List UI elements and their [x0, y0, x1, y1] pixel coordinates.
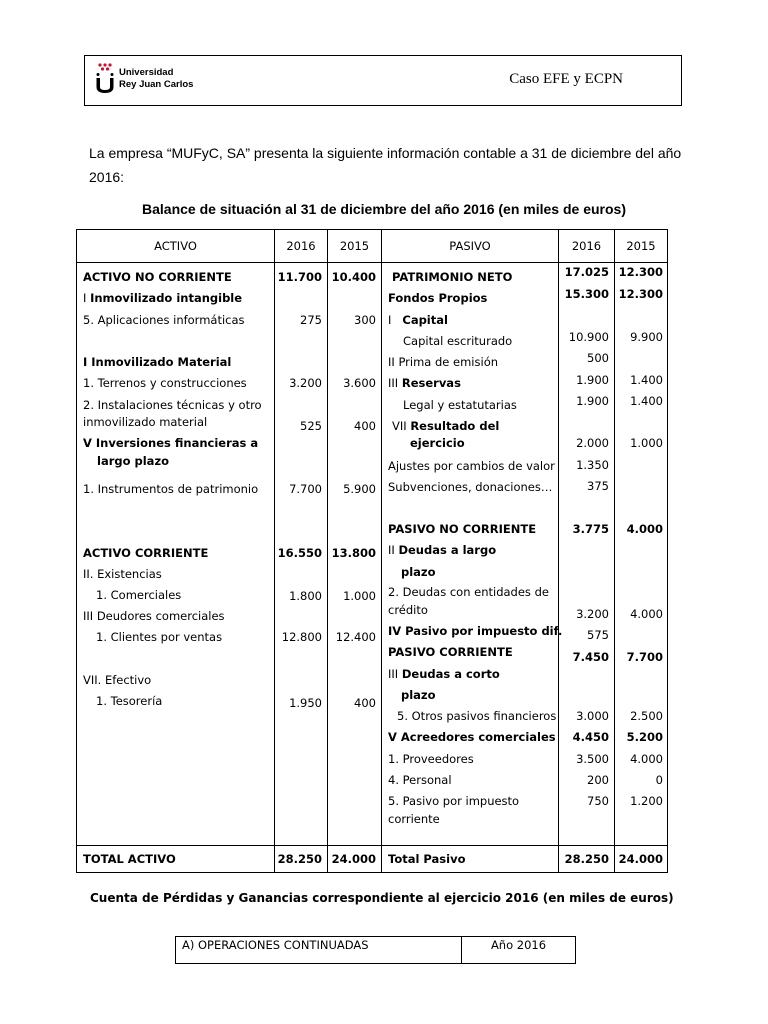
- pyg-table: [175, 936, 576, 964]
- balance-table: [76, 229, 668, 873]
- header-activo-2015: 2015: [328, 230, 382, 263]
- total-pasivo-2015: 24.000: [615, 846, 668, 873]
- header-activo: ACTIVO: [77, 230, 275, 263]
- pyg-col-year: Año 2016: [462, 937, 576, 964]
- pyg-col-operaciones: A) OPERACIONES CONTINUADAS: [176, 937, 462, 964]
- total-activo-label: TOTAL ACTIVO: [77, 846, 275, 873]
- header-pasivo-2015: 2015: [615, 230, 668, 263]
- activo-labels: ACTIVO NO CORRIENTE I Inmovilizado intangible 5. Aplicaciones informáticas I Inmovilizado Material 1. Terrenos y construcciones 2. Instalaciones técnicas y otro inmovilizado material V Inversiones financieras a largo plazo 1. Instrumentos de patrimonio ACTIVO CORRIENTE II. Existencias 1. Comerciales III Deudores comerciales 1. Clientes por ventas VII. Efectivo 1. Tesorería: [77, 263, 275, 846]
- total-pasivo-label: Total Pasivo: [382, 846, 559, 873]
- case-title: Caso EFE y ECPN: [509, 71, 623, 87]
- university-name: Universidad Rey Juan Carlos: [119, 67, 194, 90]
- header-pasivo-2016: 2016: [559, 230, 615, 263]
- pasivo-labels: PATRIMONIO NETO Fondos Propios I Capital Capital escriturado II Prima de emisión III Reservas Legal y estatutarias VII Resultado del ejercicio Ajustes por cambios de valor Subvenciones, donaciones… PASIVO NO CORRIENTE II Deudas a largo plazo 2. Deudas con entidades de crédito IV Pasivo por impuesto dif. PASIVO CORRIENTE III Deudas a corto plazo 5. Otros pasivos financieros V Acreedores comerciales 1. Proveedores 4. Personal 5. Pasivo por impuesto corriente: [382, 263, 559, 846]
- document-header: [84, 55, 682, 106]
- pasivo-2016-values: 17.025 15.300 10.900 500 1.900 1.900 2.000 1.350 375 3.775 3.200 575 7.450 3.000 4.450 3.500 200 750: [559, 263, 615, 846]
- pasivo-2015-values: 12.300 12.300 9.900 1.400 1.400 1.000 4.000 4.000 7.700 2.500 5.200 4.000 0 1.200: [615, 263, 668, 846]
- total-pasivo-2016: 28.250: [559, 846, 615, 873]
- total-activo-2015: 24.000: [328, 846, 382, 873]
- university-logo: [93, 62, 117, 96]
- header-activo-2016: 2016: [275, 230, 328, 263]
- activo-2015-values: 10.400 300 3.600 400 5.900 13.800 1.000 12.400 400: [328, 263, 382, 846]
- pyg-title: Cuenta de Pérdidas y Ganancias correspondiente al ejercicio 2016 (en miles de euros): [90, 891, 674, 905]
- total-activo-2016: 28.250: [275, 846, 328, 873]
- intro-paragraph: La empresa “MUFyC, SA” presenta la siguiente información contable a 31 de diciembre del año 2016:: [89, 145, 682, 185]
- activo-2016-values: 11.700 275 3.200 525 7.700 16.550 1.800 12.800 1.950: [275, 263, 328, 846]
- balance-title: Balance de situación al 31 de diciembre del año 2016 (en miles de euros): [142, 201, 626, 217]
- header-pasivo: PASIVO: [382, 230, 559, 263]
